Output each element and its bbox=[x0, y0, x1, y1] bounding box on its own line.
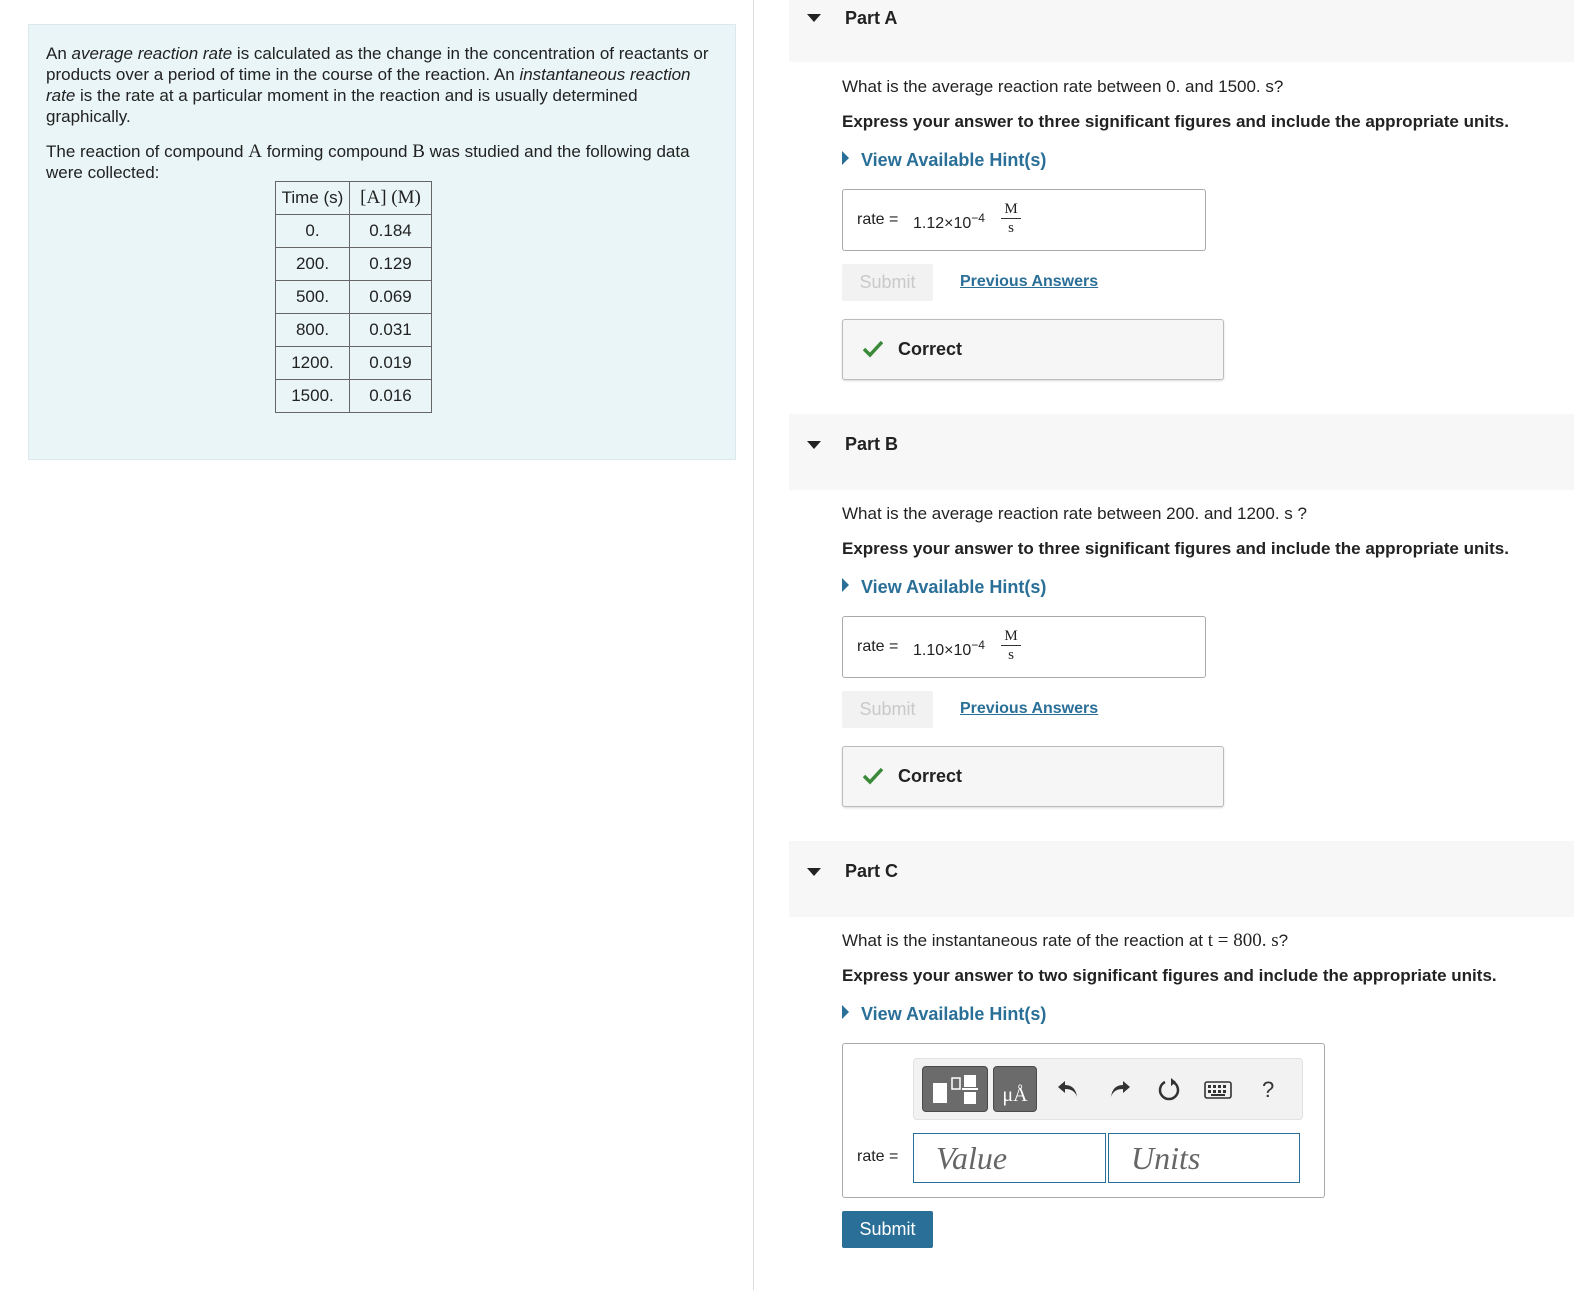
reset-icon[interactable] bbox=[1157, 1077, 1181, 1101]
checkmark-icon bbox=[863, 767, 883, 785]
table-header-row bbox=[276, 182, 432, 215]
part-a-hint-link[interactable]: View Available Hint(s) bbox=[842, 150, 1046, 171]
table-row bbox=[276, 248, 432, 281]
expand-triangle-icon bbox=[842, 151, 849, 165]
cell-concentration: 0.019 bbox=[350, 347, 432, 380]
part-c-submit-button[interactable]: Submit bbox=[842, 1211, 933, 1248]
rate-units: $\frac{M}{s}$ bbox=[1001, 628, 1021, 664]
part-c-answer-editor bbox=[842, 1043, 1325, 1198]
header-time: Time (s) bbox=[276, 182, 350, 215]
part-a-question: What is the average reaction rate between 0. and 1500. s? bbox=[842, 77, 1284, 96]
part-a-submit-button[interactable]: Submit bbox=[842, 264, 933, 301]
cell-concentration: 0.016 bbox=[350, 380, 432, 413]
time-expression: t = 800. s bbox=[1207, 930, 1279, 951]
cell-concentration: 0.129 bbox=[350, 248, 432, 281]
rate-units: $\frac{M}{s}$ bbox=[1001, 201, 1021, 237]
intro-paragraph-1: An average reaction rate is calculated as the change in the concentration of reactants or products over a period of time in the course of the reaction. An instantaneous reaction rate is the rate at a particular moment in the reaction and is usually determined graphically. bbox=[46, 44, 709, 126]
templates-icon bbox=[923, 1067, 987, 1111]
value-input[interactable]: Value bbox=[913, 1133, 1106, 1183]
cell-concentration: 0.031 bbox=[350, 314, 432, 347]
cell-time: 800. bbox=[276, 314, 350, 347]
cell-time: 500. bbox=[276, 281, 350, 314]
part-a-instruction: Express your answer to three significant figures and include the appropriate units. bbox=[842, 112, 1509, 131]
part-b-question: What is the average reaction rate between 200. and 1200. s ? bbox=[842, 504, 1307, 523]
part-b-answer-box bbox=[842, 616, 1206, 678]
rate-label: rate = bbox=[857, 1148, 899, 1165]
collapse-caret-icon[interactable] bbox=[807, 868, 821, 876]
table-row bbox=[276, 314, 432, 347]
part-b-feedback bbox=[842, 746, 1224, 807]
part-a-previous-answers-link[interactable]: Previous Answers bbox=[960, 273, 1099, 290]
units-button[interactable]: μÅ bbox=[993, 1066, 1037, 1112]
feedback-text: Correct bbox=[898, 339, 963, 359]
part-a-feedback bbox=[842, 319, 1224, 380]
cell-time: 1200. bbox=[276, 347, 350, 380]
keyboard-icon[interactable] bbox=[1204, 1081, 1232, 1099]
intro-paragraph-2: The reaction of compound A forming compound B was studied and the following data were collected: bbox=[46, 141, 690, 182]
header-concentration: [A] (M) bbox=[350, 182, 432, 215]
cell-time: 1500. bbox=[276, 380, 350, 413]
part-c-header[interactable] bbox=[789, 841, 1574, 917]
part-b-submit-button[interactable]: Submit bbox=[842, 691, 933, 728]
part-b-instruction: Express your answer to three significant figures and include the appropriate units. bbox=[842, 539, 1509, 558]
concentration-table bbox=[275, 181, 432, 413]
expand-triangle-icon bbox=[842, 578, 849, 592]
part-a-answer-box bbox=[842, 189, 1206, 251]
table-row bbox=[276, 347, 432, 380]
cell-time: 200. bbox=[276, 248, 350, 281]
part-c-question: What is the instantaneous rate of the reaction at t = 800. s? bbox=[842, 930, 1289, 951]
table-row bbox=[276, 215, 432, 248]
table-row bbox=[276, 281, 432, 314]
collapse-caret-icon[interactable] bbox=[807, 14, 821, 22]
collapse-caret-icon[interactable] bbox=[807, 441, 821, 449]
table-row bbox=[276, 380, 432, 413]
rate-value: $1.12\times 10^{-4}$ bbox=[913, 211, 985, 232]
part-c-instruction: Express your answer to two significant figures and include the appropriate units. bbox=[842, 966, 1497, 985]
undo-icon[interactable] bbox=[1056, 1077, 1080, 1101]
checkmark-icon bbox=[863, 340, 883, 358]
help-icon[interactable]: ? bbox=[1262, 1077, 1275, 1102]
part-c-title: Part C bbox=[845, 861, 899, 881]
rate-value: $1.10\times 10^{-4}$ bbox=[913, 638, 985, 659]
part-b-previous-answers-link[interactable]: Previous Answers bbox=[960, 700, 1099, 717]
term-average-rate: average reaction rate bbox=[71, 44, 233, 63]
compound-a: A bbox=[248, 141, 262, 162]
part-b-hint-link[interactable]: View Available Hint(s) bbox=[842, 577, 1046, 598]
cell-concentration: 0.069 bbox=[350, 281, 432, 314]
feedback-text: Correct bbox=[898, 766, 963, 786]
templates-button[interactable] bbox=[922, 1066, 988, 1112]
column-divider bbox=[753, 0, 754, 1290]
part-a-header[interactable] bbox=[789, 0, 1574, 62]
redo-icon[interactable] bbox=[1108, 1077, 1132, 1101]
part-b-header[interactable] bbox=[789, 414, 1574, 490]
part-c-hint-link[interactable]: View Available Hint(s) bbox=[842, 1004, 1046, 1025]
rate-label: rate = bbox=[857, 211, 899, 228]
cell-time: 0. bbox=[276, 215, 350, 248]
expand-triangle-icon bbox=[842, 1005, 849, 1019]
math-toolbar bbox=[913, 1058, 1303, 1120]
compound-b: B bbox=[412, 141, 425, 162]
rate-label: rate = bbox=[857, 638, 899, 655]
units-input[interactable]: Units bbox=[1108, 1133, 1300, 1183]
part-b-title: Part B bbox=[845, 434, 899, 454]
part-a-title: Part A bbox=[845, 8, 898, 28]
cell-concentration: 0.184 bbox=[350, 215, 432, 248]
term-instantaneous-rate: instantaneous reaction rate bbox=[46, 65, 691, 105]
